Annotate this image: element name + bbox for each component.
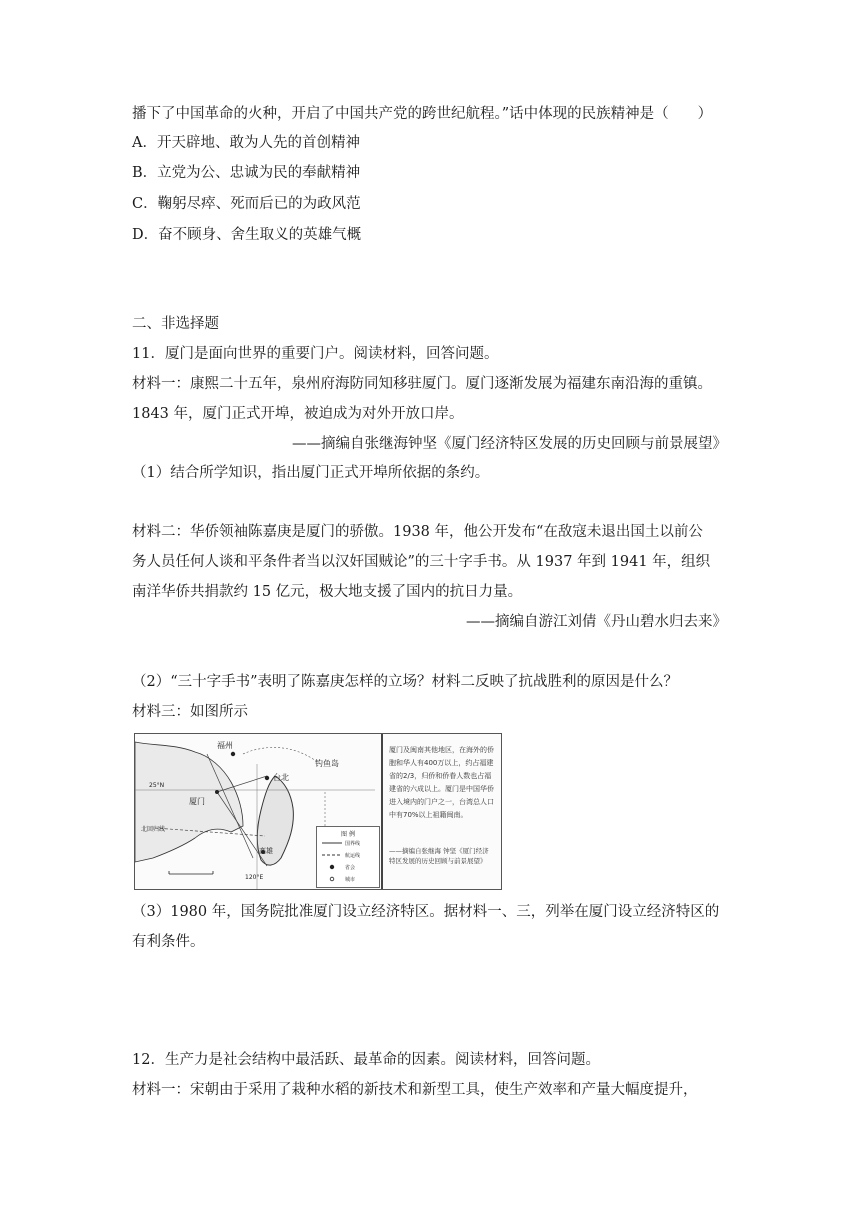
legend-title: 图 例 — [341, 831, 355, 838]
q11-subquestion3-line1: （3）1980 年，国务院批准厦门设立经济特区。据材料一、三，列举在厦门设立经济特区的 — [132, 904, 720, 920]
q11-subquestion2: （2）“三十字手书”表明了陈嘉庚怎样的立场？材料二反映了抗战胜利的原因是什么？ — [132, 674, 679, 690]
q11-material2-line1: 材料二：华侨领袖陈嘉庚是厦门的骄傲。1938 年，他公开发布“在敌寇未退出国土以前公 — [132, 524, 703, 540]
q11-material2-line2: 务人员任何人谈和平条件者当以汉奸国贼论”的三十字手书。从 1937 年到 1941 年，组织 — [132, 554, 711, 570]
legend-city-icon — [330, 877, 334, 881]
q11-material2-line3: 南洋华侨共捐款约 15 亿元，极大地支援了国内的抗日力量。 — [132, 584, 523, 600]
map-label-lat25: 25°N — [149, 782, 165, 789]
legend-item-4: 城市 — [345, 877, 356, 883]
legend-item-1: 国界线 — [345, 841, 361, 847]
map-label-fuzhou: 福州 — [217, 741, 233, 750]
question10-stem-end: 播下了中国革命的火种，开启了中国共产党的跨世纪航程。”话中体现的民族精神是（ ） — [132, 106, 713, 122]
map-legend — [316, 826, 380, 888]
legend-symbols — [320, 839, 344, 885]
section-title: 二、非选择题 — [132, 316, 219, 332]
option-b: B．立党为公、忠诚为民的奉献精神 — [132, 165, 361, 181]
material3-figure — [134, 733, 502, 890]
q11-material1-line2: 1843 年，厦门正式开埠，被迫成为对外开放口岸。 — [132, 406, 464, 422]
legend-capital-icon — [330, 865, 334, 869]
q11-subquestion1: （1）结合所学知识，指出厦门正式开埠所依据的条约。 — [132, 465, 490, 481]
map-label-taibei: 台北 — [273, 773, 289, 782]
map-textbox-source: ——摘编自张继海 钟坚《厦门经济特区发展的历史回顾与前景展望》 — [389, 847, 489, 865]
map-label-gaoxiong: 高雄 — [259, 847, 273, 855]
q11-material1-line1: 材料一：康熙二十五年，泉州府海防同知移驻厦门。厦门逐渐发展为福建东南沿海的重镇。 — [132, 376, 712, 392]
map-textbox-text: 厦门及闽南其他地区，在海外的侨胞和华人有400万以上，约占福建省的2/3，归侨和侨眷人数也占福建省的六成以上。厦门是中国华侨进入境内的门户之一，台湾总人口中有70%以上祖籍闽南。 — [389, 746, 494, 819]
map-textbox — [381, 734, 501, 889]
q11-material1-source: ——摘编自张继海钟坚《厦门经济特区发展的历史回顾与前景展望》 — [292, 436, 727, 452]
map-label-xiamen: 厦门 — [189, 797, 205, 806]
map-label-lon120: 120°E — [245, 874, 264, 881]
question12-title: 12．生产力是社会结构中最活跃、最革命的因素。阅读材料，回答问题。 — [132, 1052, 600, 1068]
q11-material2-source: ——摘编自游江刘倩《丹山碧水归去来》 — [466, 614, 727, 630]
q11-subquestion3-line2: 有利条件。 — [132, 934, 205, 950]
q11-material3-label: 材料三：如图所示 — [132, 704, 248, 720]
legend-item-3: 省会 — [345, 865, 356, 871]
q12-material1-line1: 材料一：宋朝由于采用了栽种水稻的新技术和新型工具，使生产效率和产量大幅度提升， — [132, 1082, 698, 1098]
question11-title: 11．厦门是面向世界的重要门户。阅读材料，回答问题。 — [132, 346, 499, 362]
map-label-left-area: 北回归线 — [141, 826, 166, 833]
option-c: C．鞠躬尽瘁、死而后已的为政风范 — [132, 196, 361, 212]
option-d: D．奋不顾身、舍生取义的英雄气概 — [132, 227, 362, 243]
map-label-diaoyu: 钓鱼岛 — [315, 759, 339, 768]
legend-item-2: 航运线 — [345, 853, 361, 859]
option-a: A．开天辟地、敢为人先的首创精神 — [132, 135, 360, 151]
